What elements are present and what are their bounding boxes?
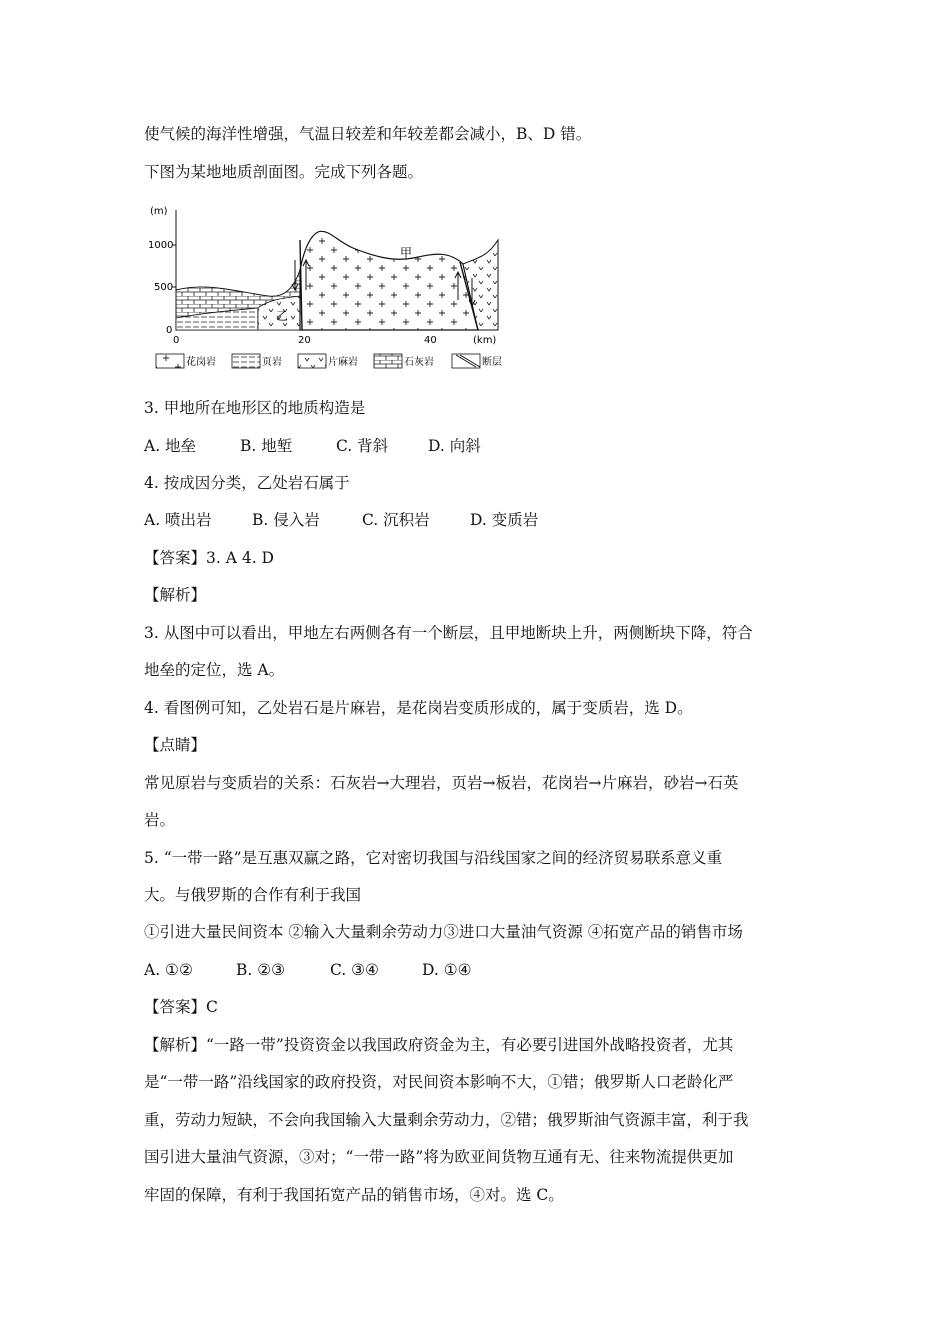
label-yi: 乙: [276, 309, 289, 323]
option: A. 喷出岩: [144, 511, 212, 529]
legend-fault: 断层: [482, 357, 502, 368]
legend: [156, 354, 502, 368]
note-heading: 【点睛】: [144, 736, 207, 754]
option: C. ③④: [330, 961, 379, 979]
answer-3-4: 【答案】3. A 4. D: [144, 549, 274, 567]
text-line: 常见原岩与变质岩的关系：石灰岩→大理岩，页岩→板岩，花岗岩→片麻岩，砂岩→石英: [144, 774, 739, 792]
question-4-options: [144, 510, 538, 530]
text-line: 重，劳动力短缺，不会向我国输入大量剩余劳动力，②错；俄罗斯油气资源丰富，利于我: [144, 1111, 749, 1129]
option: D. 变质岩: [470, 511, 539, 529]
legend-gneiss: 片麻岩: [328, 357, 358, 368]
text-line: 岩。: [144, 811, 176, 829]
option: C. 背斜: [336, 437, 389, 455]
text-line: 使气候的海洋性增强，气温日较差和年较差都会减小，B、D 错。: [144, 125, 592, 143]
y-tick-label: 0: [166, 325, 173, 336]
answer-5: 【答案】C: [144, 998, 218, 1016]
option: C. 沉积岩: [362, 511, 430, 529]
y-tick-label: 1000: [148, 240, 174, 251]
question-5: 5. “一带一路”是互惠双赢之路，它对密切我国与沿线国家之间的经济贸易联系意义重: [144, 849, 723, 867]
text-line: 【解析】“一路一带”投资资金以我国政府资金为主，有必要引进国外战略投资者，尤其: [144, 1036, 734, 1054]
legend-shale: 页岩: [262, 357, 282, 368]
option: D. 向斜: [428, 437, 481, 455]
question-3: 3. 甲地所在地形区的地质构造是: [144, 399, 366, 417]
option: A. 地垒: [144, 437, 197, 455]
text-line: 下图为某地地质剖面图。完成下列各题。: [144, 163, 424, 181]
x-unit-label: (km): [473, 335, 497, 346]
question-3-options: [144, 436, 481, 456]
text-line: ①引进大量民间资本 ②输入大量剩余劳动力③进口大量油气资源 ④拓宽产品的销售市场: [144, 923, 743, 941]
option: A. ①②: [144, 961, 193, 979]
text-line: 牢固的保障，有利于我国拓宽产品的销售市场，④对。选 C。: [144, 1186, 564, 1204]
text-line: 大。与俄罗斯的合作有利于我国: [144, 886, 362, 904]
option: B. 侵入岩: [252, 511, 320, 529]
y-unit-label: (m): [150, 206, 168, 217]
legend-granite: 花岗岩: [186, 357, 216, 368]
text-line: 3. 从图中可以看出，甲地左右两侧各有一个断层，且甲地断块上升，两侧断块下降，符合: [144, 624, 753, 642]
text-line: 是“一带一路”沿线国家的政府投资，对民间资本影响不大，①错；俄罗斯人口老龄化严: [144, 1073, 734, 1091]
geologic-section-figure: [148, 200, 528, 375]
text-line: 4. 看图例可知，乙处岩石是片麻岩，是花岗岩变质形成的，属于变质岩，选 D。: [144, 699, 693, 717]
option: B. ②③: [236, 961, 286, 979]
option: D. ①④: [422, 961, 472, 979]
question-5-options: [144, 960, 472, 980]
x-tick-label: 20: [298, 335, 311, 346]
x-tick-label: 0: [173, 335, 180, 346]
text-line: 地垒的定位，选 A。: [144, 661, 285, 679]
label-jia: 甲: [400, 246, 413, 260]
text-line: 国引进大量油气资源，③对；“一带一路”将为欧亚间货物互通有无、往来物流提供更加: [144, 1148, 734, 1166]
analysis-heading: 【解析】: [144, 586, 207, 604]
y-tick-label: 500: [154, 282, 174, 293]
x-tick-label: 40: [424, 335, 437, 346]
option: B. 地堑: [240, 437, 293, 455]
geologic-section-svg: [148, 200, 528, 375]
legend-limestone: 石灰岩: [404, 357, 434, 368]
question-4: 4. 按成因分类，乙处岩石属于: [144, 474, 350, 492]
